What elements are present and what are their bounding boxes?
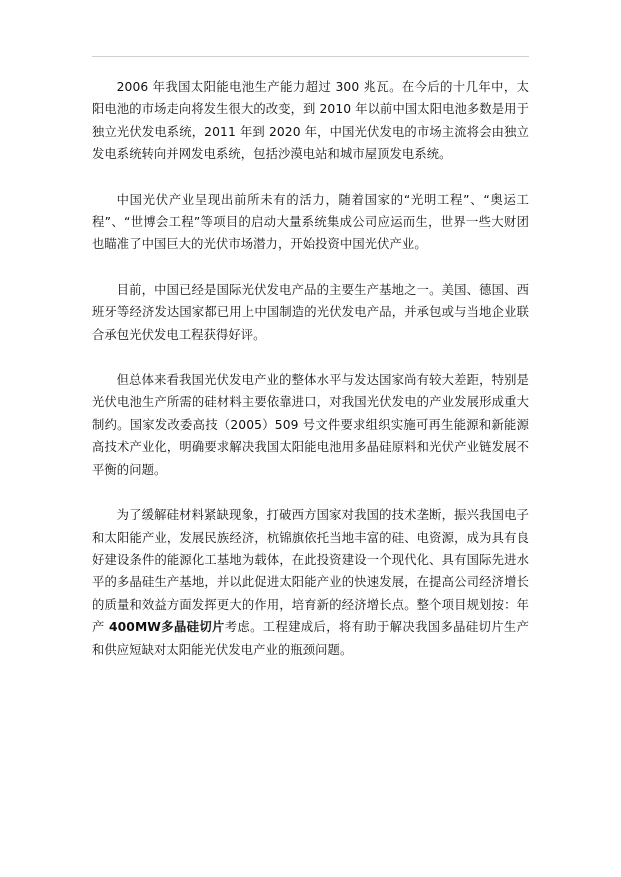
project-capacity-highlight: 400MW多晶硅切片 xyxy=(109,620,225,635)
paragraph-project-plan xyxy=(92,504,529,661)
project-plan-text-start: 为了缓解硅材料紧缺现象，打破西方国家对我国的技术垄断，振兴我国电子和太阳能产业，发展民族经济，杭锦旗依托当地丰富的硅、电资源，成为具有良好建设条件的能源化工基地为载体，在此投资建设一个现代化、具有国际先进水平的多晶硅生产基地，并以此促进太阳能产业的快速发展，在提高公司经济增长的质量和效益方面发挥更大的作用，培育新的经济增长点。整个项目规划按：年产 xyxy=(92,508,529,635)
paragraph-gap-and-policy: 但总体来看我国光伏发电产业的整体水平与发达国家尚有较大差距，特别是光伏电池生产所需的硅材料主要依靠进口，对我国光伏发电的产业发展形成重大制约。国家发改委高技（2005）509 号文件要求组织实施可再生能源和新能源高技术产业化，明确要求解决我国太阳能电池用多晶硅原料和光伏产业链发展不平衡的问题。 xyxy=(92,373,529,477)
paragraph-capacity: 2006 年我国太阳能电池生产能力超过 300 兆瓦。在今后的十几年中，太阳电池的市场走向将发生很大的改变，到 2010 年以前中国太阳电池多数是用于独立光伏发电系统，2011 年到 2020 年，中国光伏发电的市场主流将会由独立发电系统转向并网发电系统，包括沙漠电站和城市屋顶发电系统。 xyxy=(92,80,529,162)
project-plan-text-end: 考虑。工程建成后，将有助于解决我国多晶硅切片生产和供应短缺对太阳能光伏发电产业的瓶颈问题。 xyxy=(92,620,529,657)
header-rule xyxy=(92,56,529,57)
paragraph-industry-vitality: 中国光伏产业呈现出前所未有的活力，随着国家的“光明工程”、“奥运工程”、“世博会工程”等项目的启动大量系统集成公司应运而生，世界一些大财团也瞄准了中国巨大的光伏市场潜力，开始投资中国光伏产业。 xyxy=(92,192,529,252)
paragraph-production-base: 目前，中国已经是国际光伏发电产品的主要生产基地之一。美国、德国、西班牙等经济发达国家都已用上中国制造的光伏发电产品，并承包或与当地企业联合承包光伏发电工程获得好评。 xyxy=(92,282,529,342)
document-body xyxy=(92,76,529,684)
